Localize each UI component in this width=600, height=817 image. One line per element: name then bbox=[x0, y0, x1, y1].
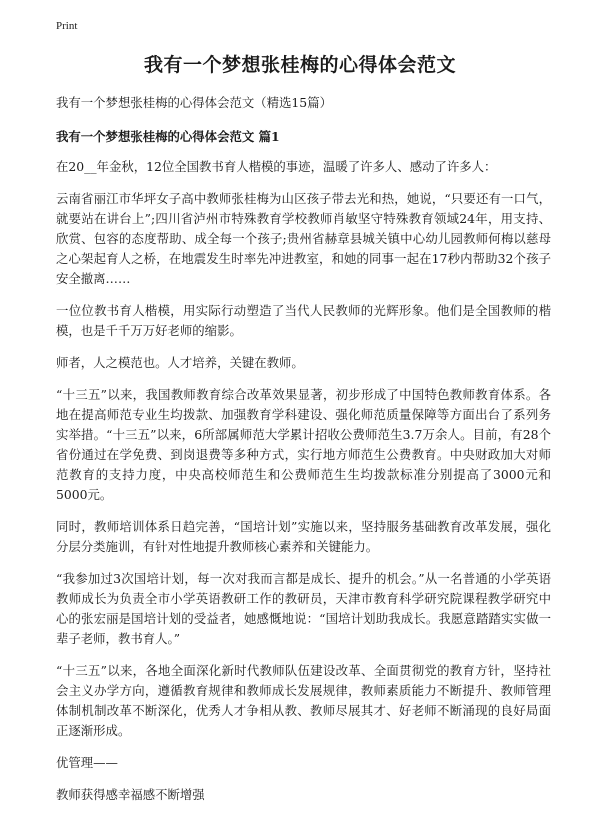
section-heading: 我有一个梦想张桂梅的心得体会范文 篇1 bbox=[56, 129, 280, 144]
paragraph-teacher-image: 一位位教书育人楷模，用实际行动塑造了当代人民教师的光辉形象。他们是全国教师的楷模，也是千千万万好老师的缩影。 bbox=[56, 303, 551, 338]
paragraph-management-heading: 优管理—— bbox=[56, 755, 118, 770]
paragraph-progress: “十三五”以来，各地全面深化新时代教师队伍建设改革、全面贯彻党的教育方针，坚持社会主义办学方向，遵循教育规律和教师成长发展规律，教师素质能力不断提升、教师管理体制机制改革不断深化，优秀人才争相从教、教师尽展其才、好老师不断涌现的良好局面正逐渐形成。 bbox=[56, 663, 551, 738]
paragraph-role-models: 云南省丽江市华坪女子高中教师张桂梅为山区孩子带去光和热，她说，“只要还有一口气，就要站在讲台上”;四川省泸州市特殊教育学校教师肖敏坚守特殊教育领域24年，用支持、欣赏、包容的态度帮助、成全每一个孩子;贵州省赫章县城关镇中心幼儿园教师何梅以慈母之心架起育人之桥，在地震发生时率先冲进教室，和她的同事一起在17秒内帮助32个孩子安全撤离…… bbox=[56, 191, 551, 286]
article-body bbox=[56, 93, 551, 817]
paragraph-quote: “我参加过3次国培计划，每一次对我而言都是成长、提升的机会。”从一名普通的小学英语教师成长为负责全市小学英语教研工作的教研员，天津市教育科学研究院课程教学研究中心的张宏丽是国培计划的受益者，她感慨地说：“国培计划助我成长。我愿意踏踏实实做一辈子老师，教书育人。” bbox=[56, 571, 551, 646]
paragraph-intro: 在20__年金秋，12位全国教书育人楷模的事迹，温暖了许多人、感动了许多人： bbox=[56, 159, 497, 174]
page-title: 我有一个梦想张桂梅的心得体会范文 bbox=[143, 54, 456, 76]
print-link[interactable]: Print bbox=[56, 20, 78, 32]
paragraph-wellbeing: 教师获得感幸福感不断增强 bbox=[56, 787, 205, 802]
article-subtitle: 我有一个梦想张桂梅的心得体会范文（精选15篇） bbox=[56, 95, 332, 110]
paragraph-training: 同时，教师培训体系日趋完善，“国培计划”实施以来，坚持服务基础教育改革发展，强化分层分类施训，有针对性地提升教师核心素养和关键能力。 bbox=[56, 519, 551, 554]
paragraph-reform: “十三五”以来，我国教师教育综合改革效果显著，初步形成了中国特色教师教育体系。各地在提高师范专业生均拨款、加强教育学科建设、强化师范质量保障等方面出台了系列务实举措。“十三五”以来，6所部属师范大学累计招收公费师范生3.7万余人。目前，有28个省份通过在学免费、到岗退费等多种方式，实行地方师范生公费教育。中央财政加大对师范教育的支持力度，中央高校师范生和公费师范生生均拨款标准分别提高了3000元和5000元。 bbox=[56, 387, 551, 502]
paragraph-teacher-role: 师者，人之模范也。人才培养，关键在教师。 bbox=[56, 355, 304, 370]
